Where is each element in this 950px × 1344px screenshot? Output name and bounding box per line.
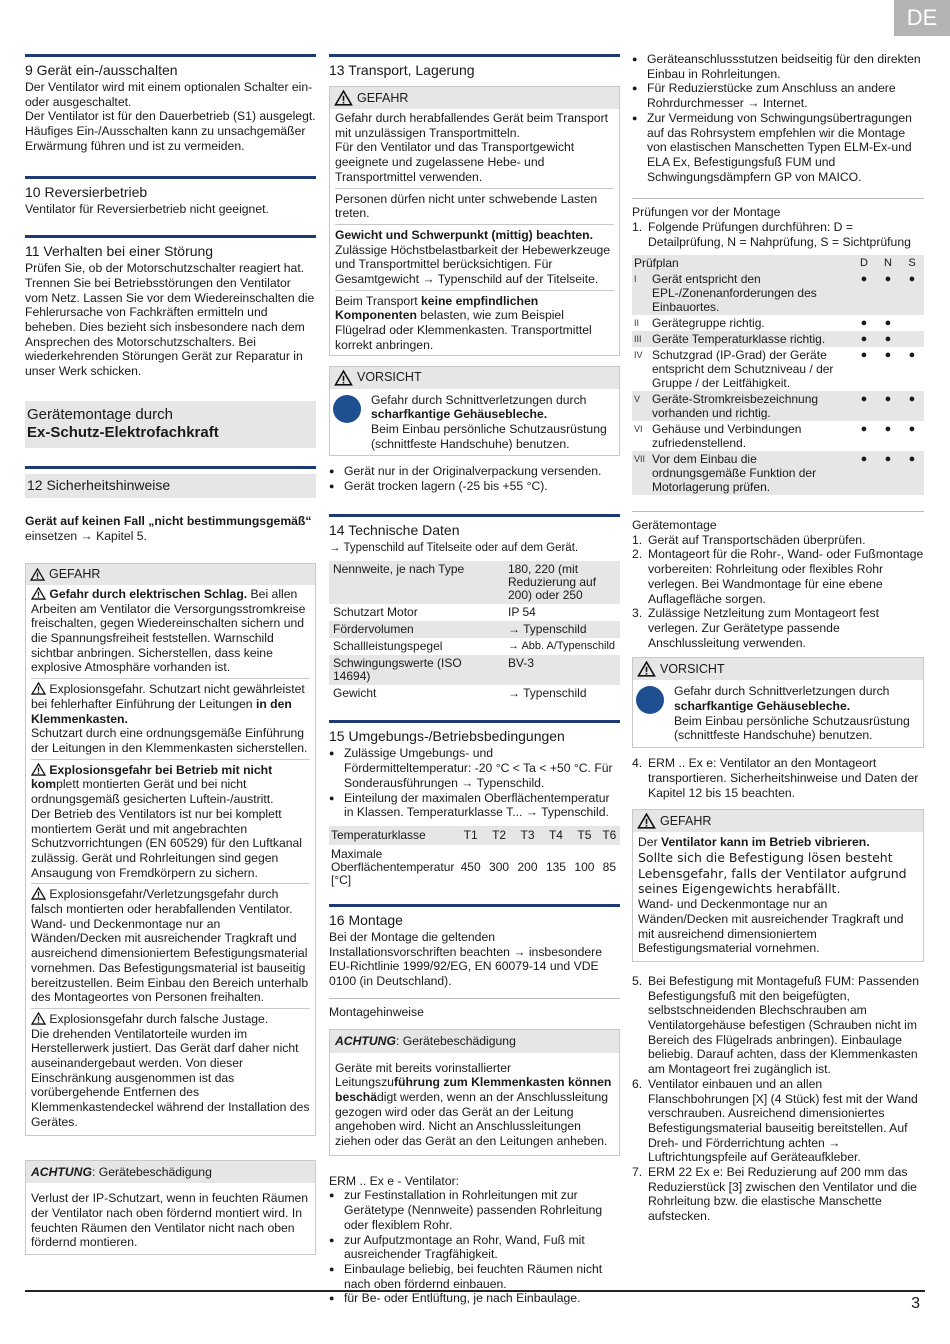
bullet-list — [632, 52, 924, 184]
table-row: Schutzart Motor IP 54 — [333, 605, 536, 620]
paragraph: Der Ventilator wird mit einem optionalen Schalter ein- oder ausgeschaltet. — [25, 80, 313, 109]
warning-icon — [637, 813, 656, 829]
list-item: ● Geräteanschlussstutzen beidseitig für den direkten Einbau in Rohrleitungen. — [632, 52, 924, 81]
language-tab: DE — [894, 0, 950, 36]
notice-box — [25, 1160, 316, 1256]
section-title: 9 Gerät ein-/ausschalten — [25, 62, 178, 78]
gloves-icon — [636, 686, 664, 714]
warning-icon — [31, 587, 46, 600]
list-item: ● für Be- oder Entlüftung, je nach Einbaulage. — [329, 1291, 620, 1306]
bullet-list — [329, 1188, 620, 1306]
section-15 — [329, 720, 620, 820]
footer-rule — [25, 1290, 925, 1292]
list-item: 5. Bei Befestigung mit Montagefuß FUM: Passenden Befestigungsfuß mit den beigefügten, selbstschneidenden Blechschrauben am Ventilatorgehäuse befestigen (Schrauben nicht im Bereich des Flügelrads anbringen). Einbaulage beliebig. Darauf achten, dass der Klemmenkasten am Montageort frei zugänglich ist. — [632, 973, 919, 1077]
warning-icon — [334, 370, 353, 386]
caution-box — [632, 657, 924, 748]
table-row: Gewicht → Typenschild — [333, 686, 587, 701]
danger-item: Explosionsgefahr. Schutzart nicht gewährleistet bei fehlerhafter Einführung der Leitungen in den Klemmenkasten. Schutzart durch eine ordnungsgemäße Einführung der Leitungen in den Klemmenkasten sicherstellen. — [31, 678, 310, 756]
warning-icon — [31, 887, 46, 900]
section-16 — [329, 904, 620, 989]
danger-header: GEFAHR — [26, 564, 315, 585]
temperature-class-table — [329, 826, 620, 890]
section-title: 15 Umgebungs-/Betriebsbedingungen — [329, 728, 565, 745]
warning-icon — [637, 661, 656, 677]
tech-data-table — [329, 561, 620, 710]
danger-item: Explosionsgefahr/Verletzungsgefahr durch falsch montierten oder herabfallenden Ventilator. Wand- und Deckenmontage nur an Wänden/Decken mit ausreichender Tragkraft und ausreichend dimensioniertem Befestigungsmaterial vornehmen. Das Befestigungsmaterial ist bauseitig bereitzustellen. Beim Einbau den Bereich unterhalb des Montageortes von Personen freihalten. — [31, 883, 310, 1005]
list-item: ● Gerät nur in der Originalverpackung versenden. — [329, 464, 620, 479]
list-item: ● zur Aufputzmontage an Rohr, Wand, Fuß mit ausreichender Tragfähigkeit. — [329, 1233, 620, 1262]
danger-body: Der Ventilator kann im Betrieb vibrieren. Sollte sich die Befestigung lösen besteht Lebensgefahr, falls der Ventilator aufgrund seines Eigengewichts herabfällt. Wand- und Deckenmontage nur an Wänden/Decken mit ausreichender Tragkraft und mit ausreichend dimensioniertem Befestigungsmaterial vornehmen. — [638, 835, 907, 956]
caution-body: Gefahr durch Schnittverletzungen durch scharfkantige Gehäusebleche. Beim Einbau persönliche Schutzausrüstung (schnittfeste Handschuhe) benutzen. — [330, 389, 619, 456]
table-row: III Geräte Temperaturklasse richtig. ● ● — [632, 331, 924, 347]
section-9 — [25, 54, 316, 154]
caution-body: Gefahr durch Schnittverletzungen durch scharfkantige Gehäusebleche. Beim Einbau persönliche Schutzausrüstung (schnittfeste Handschuhe) benutzen. — [633, 680, 923, 747]
table-row: Temperaturklasse T1 T2 T3 T4 T5 T6 — [329, 826, 620, 845]
section-title: 12 Sicherheitshinweise — [25, 474, 316, 498]
section-11 — [25, 235, 316, 379]
section-title: 13 Transport, Lagerung — [329, 62, 475, 78]
list-item: 1. Folgende Prüfungen durchführen: D = Detailprüfung, N = Nahprüfung, S = Sichtprüfung — [632, 220, 911, 250]
list-item: ● Einbaulage beliebig, bei feuchten Räumen nicht nach oben fördernd einbauen. — [329, 1262, 620, 1291]
paragraph: Ventilator für Reversierbetrieb nicht geeignet. — [25, 201, 269, 216]
list-item: ● Gerät trocken lagern (-25 bis +55 °C). — [329, 479, 620, 494]
warning-icon — [334, 90, 353, 106]
danger-box — [25, 563, 316, 1135]
bullet-list — [329, 746, 620, 820]
table-row: V Geräte-Stromkreisbezeichnung vorhanden und richtig. ● ● ● — [632, 391, 924, 421]
table-row: Maximale Oberflächentemperatur [°C] 450 300 200 135 100 85 — [331, 846, 616, 887]
list-item: ● Zur Vermeidung von Schwingungsübertragungen auf das Rohrsystem empfehlen wir die Montage von elastischen Manschetten Typen ELM-Ex-und ELA Ex, Befestigungsfuß FUM und Schwingungsdämpfern GP von MAICO. — [632, 111, 924, 185]
paragraph: Prüfen Sie, ob der Motorschutzschalter reagiert hat. Trennen Sie bei Betriebsstörungen den Ventilator vom Netz. Lassen Sie vor dem Wiedereinschalten die Fehlerursache von Fachkräften ermitteln und beheben. Dies bezieht sich insbesondere nach dem Ansprechen des Motorschutzschalters. Bei wiederkehrenden Störungen Gerät zur Reparatur in unser Werk schicken. — [25, 261, 315, 379]
list-item: ● zur Festinstallation in Rohrleitungen mit zur Gerätetype (Nennweite) passenden Rohrleitung oder flexiblem Rohr. — [329, 1188, 620, 1232]
danger-item: Gewicht und Schwerpunkt (mittig) beachten. Zulässige Höchstbelastbarkeit der Hebewerkzeuge und Transportmittel berücksichtigen. Für Gesamtgewicht → Typenschild auf der Titelseite. — [335, 224, 614, 287]
danger-item: Personen dürfen nicht unter schwebende Lasten treten. — [335, 188, 614, 221]
list-item: 7. ERM 22 Ex e: Bei Reduzierung auf 200 mm das Reduzierstück [3] zwischen den Ventilator und die Rohrleitung bzw. die elastische Manschette aufstecken. — [632, 1165, 917, 1224]
paragraph: Der Ventilator ist für den Dauerbetrieb (S1) ausgelegt. Häufiges Ein-/Ausschalten kann zu unsachgemäßer Erwärmung führen und ist zu vermeiden. — [25, 109, 316, 153]
table-row: Fördervolumen → Typenschild — [329, 621, 620, 638]
list-item: ● Zulässige Umgebungs- und Fördermitteltemperatur: -20 °C < Ta < +50 °C. Für Sonderausführungen → Typenschild. — [329, 746, 620, 790]
numbered-list — [632, 974, 924, 1224]
subtitle: → Typenschild auf Titelseite oder auf dem Gerät. — [329, 541, 579, 554]
numbered-list — [632, 756, 924, 800]
table-row: I Gerät entspricht den EPL-/Zonenanforderungen des Einbauortes. ● ● ● — [632, 271, 924, 315]
notice-body: Verlust der IP-Schutzart, wenn in feuchten Räumen der Ventilator nach oben fördernd montiert wird. In feuchten Räumen den Ventilator nicht nach oben fördernd montieren. — [31, 1191, 309, 1250]
section-title: 16 Montage — [329, 911, 403, 928]
notice-header: ACHTUNG: Gerätebeschädigung — [26, 1161, 315, 1184]
caution-box — [329, 366, 620, 457]
table-row: VI Gehäuse und Verbindungen zufriedenstellend. ● ● ● — [634, 421, 916, 450]
section-title: 11 Verhalten bei einer Störung — [25, 243, 214, 260]
table-row: II Gerätegruppe richtig. ● ● — [634, 315, 892, 330]
table-row: Prüfplan D N S — [632, 255, 924, 271]
notice-box — [329, 1029, 620, 1156]
list-item: ● Für Reduzierstücke zum Anschluss an andere Rohrdurchmesser → Internet. — [632, 81, 924, 110]
chapter-title-line1: Gerätemontage durch — [27, 405, 173, 423]
danger-item: Explosionsgefahr bei Betrieb mit nicht komplett montierten Gerät und bei nicht ordnungsgemäß gesicherten Luftein-/austritt. Der Betrieb des Ventilators ist nur bei komplett montiertem Gerät und mit angebrachten Schutzvorrichtungen (EN 60529) für den Luftkanal zulässig. Gerät und Rohrleitungen sind gegen Ansaugung von Fremdkörpern zu sichern. — [31, 759, 310, 881]
danger-header: GEFAHR — [330, 87, 619, 109]
subheading: Gerätemontage — [632, 511, 924, 533]
warning-icon — [31, 682, 46, 695]
danger-box — [329, 86, 620, 356]
section-title: 14 Technische Daten — [329, 521, 460, 538]
subheading: Montagehinweise — [329, 998, 620, 1020]
danger-box — [632, 809, 924, 962]
table-row: IV Schutzgrad (IP-Grad) der Geräte entspricht dem Schutzniveau / der Gruppe / der Leitfähigkeit. ● ● ● — [634, 347, 916, 390]
subheading: Prüfungen vor der Montage — [632, 198, 924, 220]
danger-body — [330, 109, 619, 355]
table-row: Nennweite, je nach Type 180, 220 (mit Reduzierung auf 200) oder 250 — [329, 561, 620, 604]
page-number: 3 — [911, 1295, 920, 1312]
section-title: 10 Reversierbetrieb — [25, 183, 148, 200]
list-item: ● Einteilung der maximalen Oberflächentemperatur in Klassen. Temperaturklasse T... → Typenschild. — [329, 791, 620, 820]
notice-header: ACHTUNG: Gerätebeschädigung — [330, 1030, 619, 1053]
list-item: 3. Zulässige Netzleitung zum Montageort fest verlegen. Zur Gerätetype passende Anschlussleitung verwenden. — [632, 606, 879, 650]
section-14 — [329, 514, 620, 556]
danger-item: Beim Transport keine empfindlichen Komponenten belasten, wie zum Beispiel Flügelrad oder Klemmenkasten. Transportmittel korrekt anbringen. — [335, 290, 614, 353]
inspection-table — [632, 255, 924, 495]
list-item: 2. Montageort für die Rohr-, Wand- oder Fußmontage vorbereiten: Rohrleitung oder flexibles Rohr verlegen. Bei Wandmontage für eine ebene Auflagefläche sorgen. — [632, 547, 924, 606]
warning-icon — [31, 1012, 46, 1025]
gloves-icon — [333, 395, 361, 423]
caution-header: VORSICHT — [633, 658, 923, 680]
column-right — [632, 52, 924, 1224]
danger-item: Gefahr durch elektrischen Schlag. Bei allen Arbeiten am Ventilator die Versorgungsstromkreise freischalten, gegen Wiedereinschalten sichern und die Spannungsfreiheit feststellen. Warnschild sichtbar anbringen. Sicherstellen, dass keine explosive Atmosphäre vorhanden ist. — [31, 586, 306, 675]
danger-header: GEFAHR — [633, 810, 923, 832]
chapter-heading — [25, 401, 316, 448]
section-12 — [25, 466, 316, 498]
section-13 — [329, 54, 620, 79]
paragraph: Bei der Montage die geltenden Installationsvorschriften beachten → insbesondere EU-Richtlinie 1999/92/EG, EN 60079-14 und VDE 0100 (in Deutschland). — [329, 929, 603, 989]
warning-icon — [30, 568, 45, 581]
danger-item: Gefahr durch herabfallendes Gerät beim Transport mit unzulässigen Transportmitteln. Für den Ventilator und das Transportgewicht geeignete und zugelassene Hebe- und Transportmittel verwenden. — [335, 111, 609, 184]
danger-body — [26, 585, 315, 1135]
column-left — [25, 54, 316, 1255]
notice-body: Geräte mit bereits vorinstallierter Leitungszuführung zum Klemmenkasten können beschädigt werden, wenn an der Anschlussleitung gezogen wird oder das Gerät an der Leitung angehoben wird. Nicht an Anschlussleitungen ziehen oder das Gerät an den Leitungen anheben. — [335, 1060, 612, 1149]
paragraph: ERM .. Ex e - Ventilator: — [329, 1173, 460, 1188]
list-item: 6. Ventilator einbauen und an allen Flanschbohrungen [X] (4 Stück) fest mit der Wand verschrauben. Ausreichend dimensioniertes Befestigungsmaterial bauseitig bereitstellen. Auf Dreh- und Förderrichtung achten → Luftrichtungspfeile auf Geräteaufkleber. — [632, 1076, 918, 1165]
section-10 — [25, 176, 316, 217]
table-row: Schallleistungspegel → Abb. A/Typenschild — [333, 639, 616, 654]
numbered-list — [632, 533, 924, 651]
danger-item: Explosionsgefahr durch falsche Justage. Die drehenden Ventilatorteile wurden im Herstellerwerk justiert. Das Gerät darf daher nicht auseinandergebaut werden. Von dieser Einschränkung ausgenommen ist das vorübergehende Entfernen des Klemmenkastendeckel während der Installation des Gerätes. — [31, 1008, 310, 1133]
table-row: Schwingungswerte (ISO 14694) BV-3 — [329, 655, 620, 685]
warning-icon — [31, 763, 46, 776]
list-item: 4. ERM .. Ex e: Ventilator an den Montageort transportieren. Sicherheitshinweise und Daten der Kapitel 12 bis 15 beachten. — [632, 756, 919, 800]
list-item: 1. Gerät auf Transportschäden überprüfen. — [632, 532, 866, 547]
bullet-list — [329, 464, 620, 493]
caution-header: VORSICHT — [330, 367, 619, 389]
chapter-title-line2: Ex-Schutz-Elektrofachkraft — [27, 423, 219, 441]
paragraph: Gerät auf keinen Fall „nicht bestimmungsgemäß“ einsetzen → Kapitel 5. — [25, 513, 312, 543]
table-row: VII Vor dem Einbau die ordnungsgemäße Funktion der Motorlagerung prüfen. ● ● ● — [632, 451, 924, 495]
numbered-list — [632, 220, 924, 249]
column-middle — [329, 54, 620, 1306]
